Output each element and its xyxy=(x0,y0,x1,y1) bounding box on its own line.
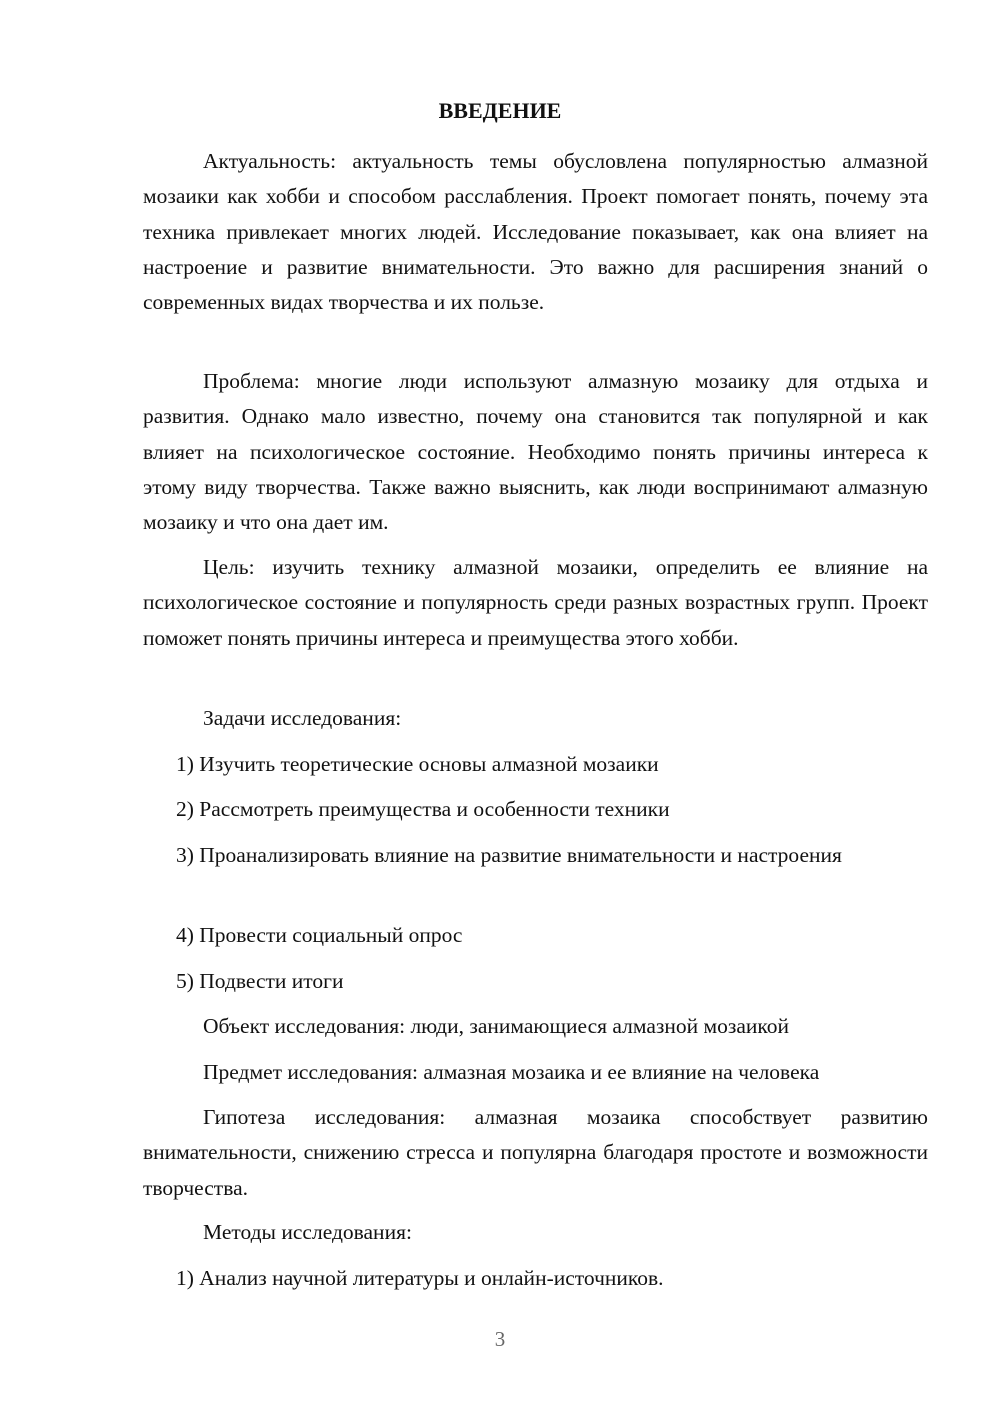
object-paragraph: Объект исследования: люди, занимающиеся алмазной мозаикой xyxy=(203,1014,790,1038)
page-number: 3 xyxy=(494,1327,506,1351)
page-title: ВВЕДЕНИЕ xyxy=(438,98,562,123)
methods-heading: Методы исследования: xyxy=(203,1220,412,1244)
task-item: 1) Изучить теоретические основы алмазной мозаики xyxy=(176,752,659,776)
relevance-paragraph: Актуальность: актуальность темы обусловлена популярностью алмазной мозаики как хобби и способом расслабления. Проект помогает понять, почему эта техника привлекает многих людей. Исследование показывает, как она влияет на настроение и развитие внимательности. Это важно для расширения знаний о современных видах творчества и их пользе. xyxy=(143,149,928,315)
subject-paragraph: Предмет исследования: алмазная мозаика и ее влияние на человека xyxy=(203,1060,820,1084)
task-item: 5) Подвести итоги xyxy=(176,969,344,993)
hypothesis-paragraph: Гипотеза исследования: алмазная мозаика способствует развитию внимательности, снижению стресса и популярна благодаря простоте и возможности творчества. xyxy=(143,1105,928,1200)
task-item: 3) Проанализировать влияние на развитие внимательности и настроения xyxy=(176,843,842,867)
tasks-heading: Задачи исследования: xyxy=(203,706,402,730)
goal-paragraph: Цель: изучить технику алмазной мозаики, определить ее влияние на психологическое состояние и популярность среди разных возрастных групп. Проект поможет понять причины интереса и преимущества этого хобби. xyxy=(143,555,928,650)
task-item: 2) Рассмотреть преимущества и особенности техники xyxy=(176,797,670,821)
task-item: 4) Провести социальный опрос xyxy=(176,923,463,947)
problem-paragraph: Проблема: многие люди используют алмазную мозаику для отдыха и развития. Однако мало известно, почему она становится так популярной и как влияет на психологическое состояние. Необходимо понять причины интереса к этому виду творчества. Также важно выяснить, как люди воспринимают алмазную мозаику и что она дает им. xyxy=(143,369,928,535)
method-item: 1) Анализ научной литературы и онлайн-источников. xyxy=(176,1266,664,1290)
